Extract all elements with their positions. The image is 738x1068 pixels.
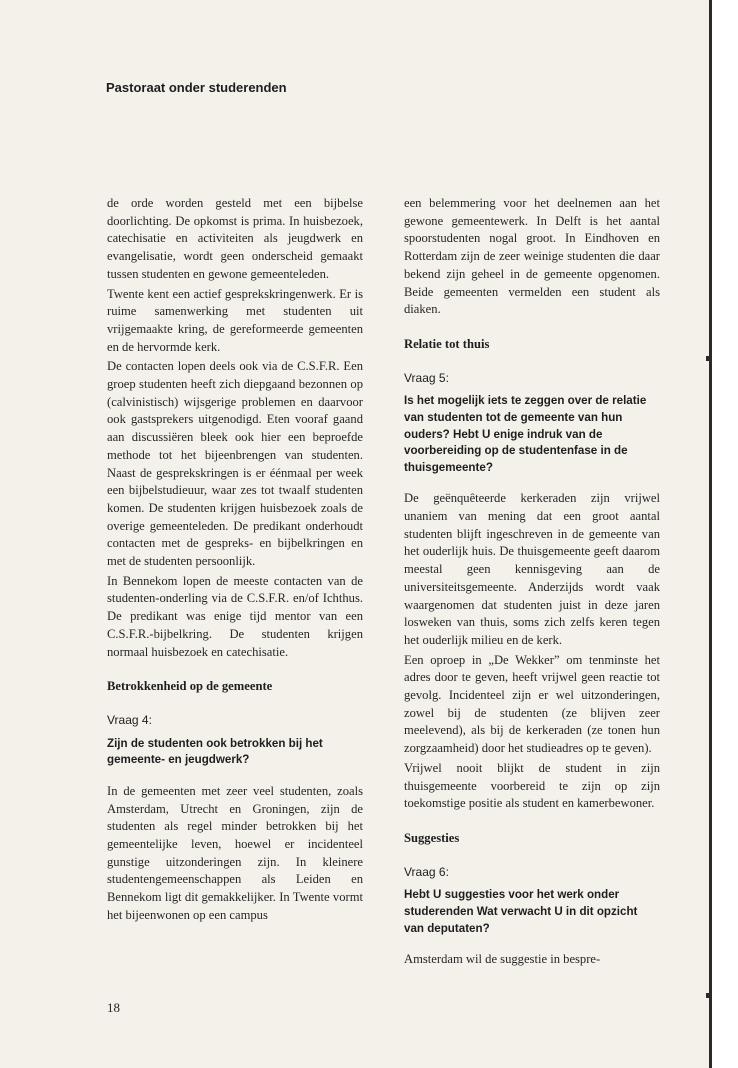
edge-mark bbox=[706, 356, 709, 361]
page-number: 18 bbox=[107, 1000, 120, 1015]
question-label: Vraag 4: bbox=[107, 712, 152, 727]
section-heading: Suggesties bbox=[404, 830, 460, 845]
page-edge-border bbox=[709, 0, 738, 1068]
left-column bbox=[107, 195, 363, 927]
paragraph: In Bennekom lopen de meeste contacten van de studenten-onderling via de C.S.F.R. en/of Ichthus. De predikant was enige tijd mentor van een C.S.F.R.-bijbelkring. De studenten krijgen normaal huisbezoek en catechisatie. bbox=[107, 573, 363, 659]
question-label: Vraag 5: bbox=[404, 370, 449, 385]
section-heading: Betrokkenheid op de gemeente bbox=[107, 679, 273, 694]
paragraph: De geënquêteerde kerkeraden zijn vrijwel unaniem van mening dat een groot aantal studenten blijft ingeschreven in de gemeente van het ouderlijk huis. De thuisgemeente geeft daarom meestal geen kennisgeving aan de universiteitsgemeente. Anderzijds wordt vaak waargenomen dat studenten juist in deze jaren losweken van thuis, soms zich zelfs keren tegen het ouderlijk milieu en de kerk. bbox=[404, 491, 660, 647]
paragraph: Vrijwel nooit blijkt de student in zijn thuisgemeente voorbereid te zijn op zijn toekomstige positie als student en kamerbewoner. bbox=[404, 760, 660, 811]
paragraph: Twente kent een actief gesprekskringenwerk. Er is ruime samenwerking met studenten uit vrijgemaakte kring, de gereformeerde gemeenten en de hervormde kerk. bbox=[107, 286, 363, 354]
question-text: Is het mogelijk iets te zeggen over de relatie van studenten tot de gemeente van hun ouders? Hebt U enige indruk van de voorbereiding op de studentenfase in de thuisgemeente? bbox=[404, 394, 647, 474]
question-text: Hebt U suggesties voor het werk onder studerenden Wat verwacht U in dit opzicht van deputaten? bbox=[404, 888, 638, 935]
section-heading: Relatie tot thuis bbox=[404, 336, 490, 351]
paragraph: In de gemeenten met zeer veel studenten, zoals Amsterdam, Utrecht en Groningen, zijn de studenten als regel minder betrokken bij het gemeentelijke leven, hoewel er incidenteel gunstige uitzonderingen zijn. In kleinere studentengemeenschappen als Leiden en Bennekom ligt dit gemakkelijker. In Twente vormt het bijeenwonen op een campus bbox=[107, 783, 363, 922]
edge-mark bbox=[706, 993, 709, 998]
question-text: Zijn de studenten ook betrokken bij het gemeente- en jeugdwerk? bbox=[107, 736, 323, 767]
paragraph: Een oproep in „De Wekker” om tenminste het adres door te geven, heeft vrijwel geen reactie tot gevolg. Incidenteel zijn er wel uitzonderingen, zowel bij de studenten (ze blijven zeer meelevend), als bij de kerkeraden (ze tonen hun zorgzaamheid) door het studieadres op te geven). bbox=[404, 652, 660, 756]
right-column bbox=[404, 195, 660, 971]
question-label: Vraag 6: bbox=[404, 864, 449, 879]
paragraph: De contacten lopen deels ook via de C.S.F.R. Een groep studenten heeft zich diepgaand bezonnen op (calvinistisch) wijsgerige problemen en daarvoor ook gastsprekers uitgenodigd. Eten vooraf gaand aan discussiëren bleek ook hier een beproefde methode tot het bijeenbrengen van studenten. Naast de gesprekskringen is er éénmaal per week een bijbelstudieuur, waar zes tot twaalf studenten komen. De studenten krijgen huisbezoek zoals de overige gemeenteleden. De predikant onderhoudt contacten met de gespreks- en bijbelkringen en met de studenten persoonlijk. bbox=[107, 359, 363, 569]
paragraph: Amsterdam wil de suggestie in bespre- bbox=[404, 952, 601, 967]
paragraph: een belemmering voor het deelnemen aan het gewone gemeentewerk. In Delft is het aantal spoorstudenten nogal groot. In Eindhoven en Rotterdam zijn de zeer weinige studenten die daar bekend zijn geheel in de gemeente opgenomen. Beide gemeenten vermelden een student als diaken. bbox=[404, 196, 660, 317]
running-header: Pastoraat onder studerenden bbox=[106, 80, 287, 95]
paragraph: de orde worden gesteld met een bijbelse doorlichting. De opkomst is prima. In huisbezoek, catechisatie en activiteiten als jeugdwerk en evangelisatie, wordt geen onderscheid gemaakt tussen studenten en gewone gemeenteleden. bbox=[107, 196, 363, 281]
